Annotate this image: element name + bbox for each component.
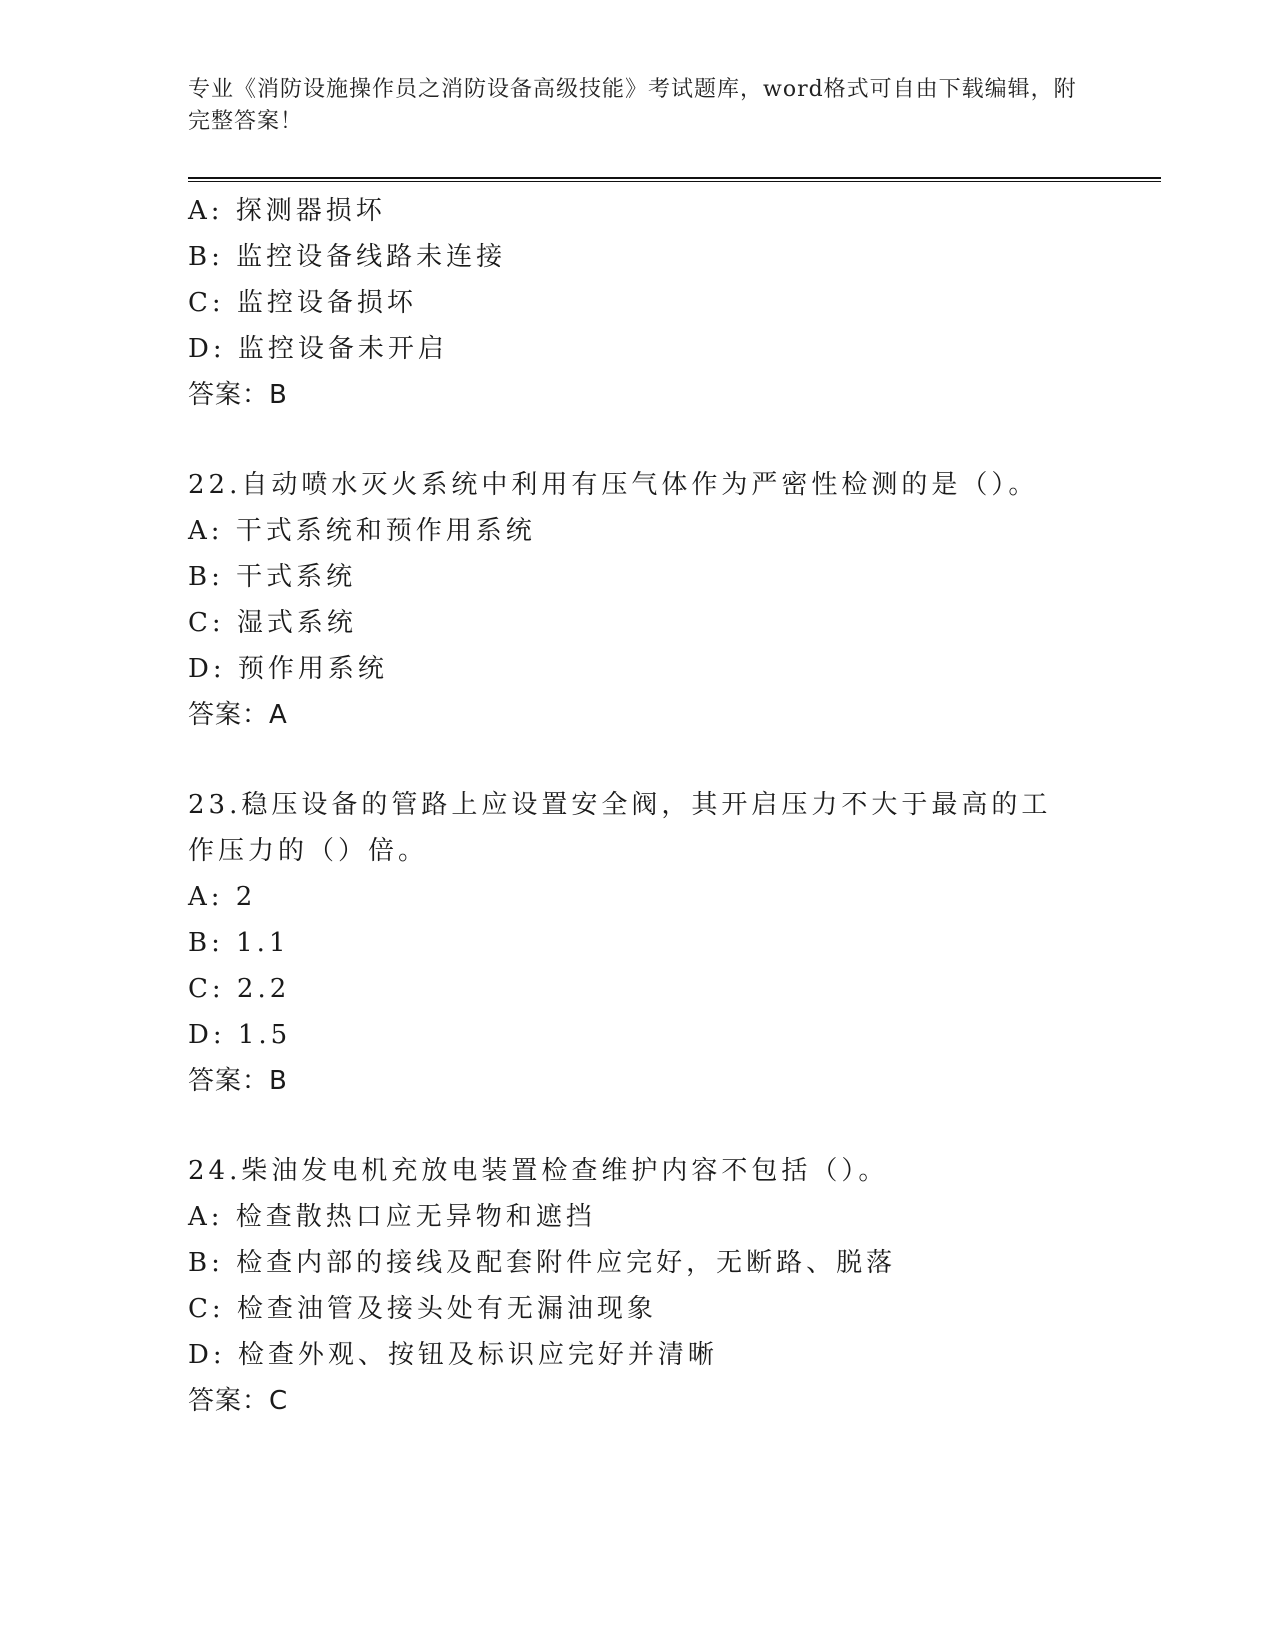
option-b: B: 检查内部的接线及配套附件应完好，无断路、脱落: [188, 1248, 897, 1278]
option-b: B: 监控设备线路未连接: [188, 242, 507, 272]
question-block-23: [188, 782, 1128, 1104]
spacer: [188, 1104, 1128, 1148]
question-block-21: [188, 188, 1128, 418]
option-c: C: 湿式系统: [188, 608, 357, 638]
answer-line: 答案：C: [188, 1386, 289, 1416]
option-c: C: 检查油管及接头处有无漏油现象: [188, 1294, 657, 1324]
spacer: [188, 738, 1128, 782]
header-text: 专业《消防设施操作员之消防设备高级技能》考试题库，word格式可自由下载编辑，附完整答案！: [188, 77, 1077, 134]
option-a: A: 检查散热口应无异物和遮挡: [188, 1202, 596, 1232]
document-header: [188, 74, 1088, 138]
option-b: B: 干式系统: [188, 562, 357, 592]
option-a: A: 2: [188, 882, 257, 912]
option-c: C: 监控设备损坏: [188, 288, 417, 318]
option-d: D: 检查外观、按钮及标识应完好并清晰: [188, 1340, 718, 1370]
question-list: [188, 188, 1128, 1424]
question-block-22: [188, 462, 1128, 738]
spacer: [188, 418, 1128, 462]
header-divider: [188, 177, 1161, 182]
option-c: C: 2.2: [188, 974, 291, 1004]
answer-line: 答案：B: [188, 1066, 288, 1096]
option-d: D: 预作用系统: [188, 654, 388, 684]
question-block-24: [188, 1148, 1128, 1424]
question-text: 24.柴油发电机充放电装置检查维护内容不包括（）。: [188, 1156, 889, 1186]
option-b: B: 1.1: [188, 928, 290, 958]
option-a: A: 干式系统和预作用系统: [188, 516, 536, 546]
answer-line: 答案：B: [188, 380, 288, 410]
question-text: 22.自动喷水灭火系统中利用有压气体作为严密性检测的是（）。: [188, 470, 1039, 500]
question-text: 23.稳压设备的管路上应设置安全阀，其开启压力不大于最高的工作压力的（）倍。: [188, 790, 1052, 866]
option-d: D: 1.5: [188, 1020, 292, 1050]
option-d: D: 监控设备未开启: [188, 334, 448, 364]
option-a: A: 探测器损坏: [188, 196, 386, 226]
answer-line: 答案：A: [188, 700, 288, 730]
